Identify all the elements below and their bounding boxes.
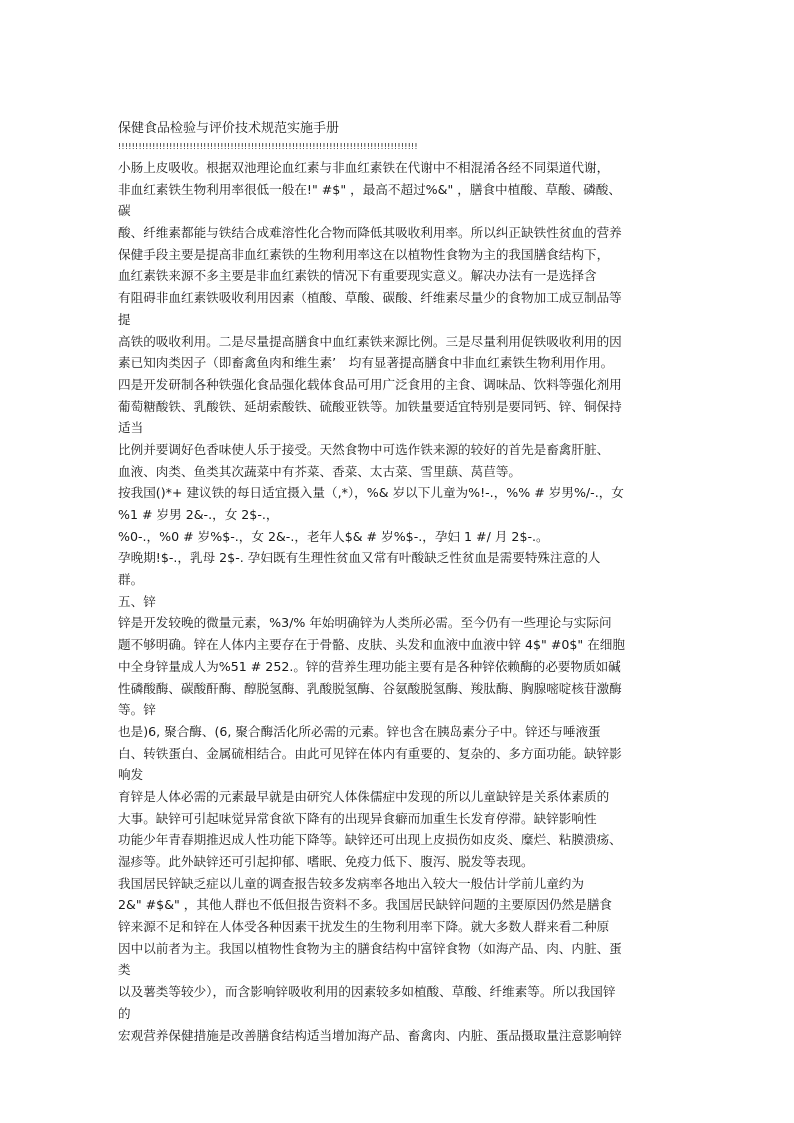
document-title: 保健食品检验与评价技术规范实施手册 — [118, 121, 340, 136]
text-line: 素已知肉类因子（即畜禽鱼肉和维生素’ 均有显著提高膳食中非血红素铁生物利用作用。 — [118, 355, 614, 371]
text-line: 比例并要调好色香味使人乐于接受。天然食物中可选作铁来源的较好的首先是畜禽肝脏、 — [118, 441, 610, 457]
text-line: 响发 — [118, 767, 144, 783]
text-line: 2&" #$&" ，其他人群也不低但报告资料不多。我国居民缺锌问题的主要原因仍然是膳食 — [118, 897, 612, 913]
text-line: 群。 — [118, 572, 144, 588]
text-line: 提 — [118, 311, 131, 327]
separator-rule: !!!!!!!!!!!!!!!!!!!!!!!!!!!!!!!!!!!!!!!!!!!!!!!!!!!!!!!!!!!!!!!!!!!!!!!!!!!!!!!!!!!!!!!! — [118, 142, 418, 151]
text-line: 酸、纤维素都能与铁结合成难溶性化合物而降低其吸收利用率。所以纠正缺铁性贫血的营养 — [118, 225, 622, 241]
text-line: 血液、肉类、鱼类其次蔬菜中有芥菜、香菜、太古菜、雪里蕻、莴苣等。 — [118, 463, 521, 479]
text-line: 因中以前者为主。我国以植物性食物为主的膳食结构中富锌食物（如海产品、肉、内脏、蛋 — [118, 940, 622, 956]
text-line: 也是)6, 聚合酶、(6, 聚合酶活化所必需的元素。锌也含在胰岛素分子中。锌还与唾液蛋 — [118, 723, 601, 739]
text-line: 按我国()*+ 建议铁的每日适宜摄入量（,*），%& 岁以下儿童为%!-.，%% # 岁男%/-.，女 — [118, 485, 624, 501]
text-line: 四是开发研制各种铁强化食品强化载体食品可用广泛食用的主食、调味品、饮料等强化剂用 — [118, 376, 622, 392]
text-line: 保健手段主要是提高非血红素铁的生物利用率这在以植物性食物为主的我国膳食结构下， — [118, 246, 610, 262]
text-line: 的 — [118, 1005, 131, 1021]
text-line: 适当 — [118, 420, 144, 436]
text-line: %0-.，%0 # 岁%$-.，女 2&-.，老年人$& # 岁%$-.，孕妇 1 #/ 月 2$-.。 — [118, 528, 549, 544]
text-line: 以及薯类等较少），而含影响锌吸收利用的因素较多如植酸、草酸、纤维素等。所以我国锌 — [118, 984, 616, 1000]
body-text — [118, 157, 678, 1046]
text-line: 宏观营养保健措施是改善膳食结构适当增加海产品、畜禽肉、内脏、蛋品摄取量注意影响锌 — [118, 1027, 622, 1043]
text-line: 湿疹等。此外缺锌还可引起抑郁、嗜眠、免疫力低下、腹泻、脱发等表现。 — [118, 854, 534, 869]
text-line: %1 # 岁男 2&-.，女 2$-.， — [118, 507, 279, 522]
text-line: 题不够明确。锌在人体内主要存在于骨骼、皮肤、头发和血液中血液中锌 4$" #0$" 在细胞 — [118, 637, 625, 653]
text-line: 大事。缺锌可引起味觉异常食欲下降有的出现异食癖而加重生长发育停滞。缺锌影响性 — [118, 810, 597, 826]
text-line: 性磷酸酶、碳酸酐酶、醇脱氢酶、乳酸脱氢酶、谷氨酸脱氢酶、羧肽酶、胸腺嘧啶核苷激酶 — [118, 680, 622, 696]
text-line: 等。锌 — [118, 702, 156, 718]
text-line: 中全身锌量成人为%51 # 252.。锌的营养生理功能主要有是各种锌依赖酶的必要物质如碱 — [118, 658, 621, 674]
text-line: 高铁的吸收利用。二是尽量提高膳食中血红素铁来源比例。三是尽量利用促铁吸收利用的因 — [118, 333, 622, 349]
text-line: 孕晚期!$-.，乳母 2$-. 孕妇既有生理性贫血又常有叶酸缺乏性贫血是需要特殊注意的人 — [118, 550, 601, 566]
text-line: 碳 — [118, 203, 131, 219]
text-line: 我国居民锌缺乏症以儿童的调查报告较多发病率各地出入较大一般估计学前儿童约为 — [118, 875, 584, 891]
text-line: 白、转铁蛋白、金属硫相结合。由此可见锌在体内有重要的、复杂的、多方面功能。缺锌影 — [118, 745, 622, 761]
text-line: 五、锌 — [118, 593, 156, 609]
text-line: 功能少年青春期推迟成人性功能下降等。缺锌还可出现上皮损伤如皮炎、糜烂、粘膜溃疡、 — [118, 832, 622, 848]
text-line: 有阻碍非血红素铁吸收利用因素（植酸、草酸、碳酸、纤维素尽量少的食物加工成豆制品等 — [118, 290, 622, 306]
text-line: 锌来源不足和锌在人体受各种因素干扰发生的生物利用率下降。就大多数人群来看二种原 — [118, 919, 610, 935]
text-line: 小肠上皮吸收。根据双池理论血红素与非血红素铁在代谢中不相混淆各经不同渠道代谢， — [118, 160, 610, 175]
text-line: 育锌是人体必需的元素最早就是由研究人体侏儒症中发现的所以儿童缺锌是关系体素质的 — [118, 788, 610, 804]
text-line: 锌是开发较晚的微量元素，%3/% 年始明确锌为人类所必需。至今仍有一些理论与实际问 — [118, 615, 612, 631]
text-line: 葡萄糖酸铁、乳酸铁、延胡索酸铁、硫酸亚铁等。加铁量要适宜特别是要同钙、锌、铜保持 — [118, 398, 622, 414]
text-line: 非血红素铁生物利用率很低一般在!" #$" ，最高不超过%&" ，膳食中植酸、草酸、磷酸、 — [118, 181, 621, 197]
text-line: 类 — [118, 962, 131, 978]
text-line: 血红素铁来源不多主要是非血红素铁的情况下有重要现实意义。解决办法有一是选择含 — [118, 268, 597, 284]
